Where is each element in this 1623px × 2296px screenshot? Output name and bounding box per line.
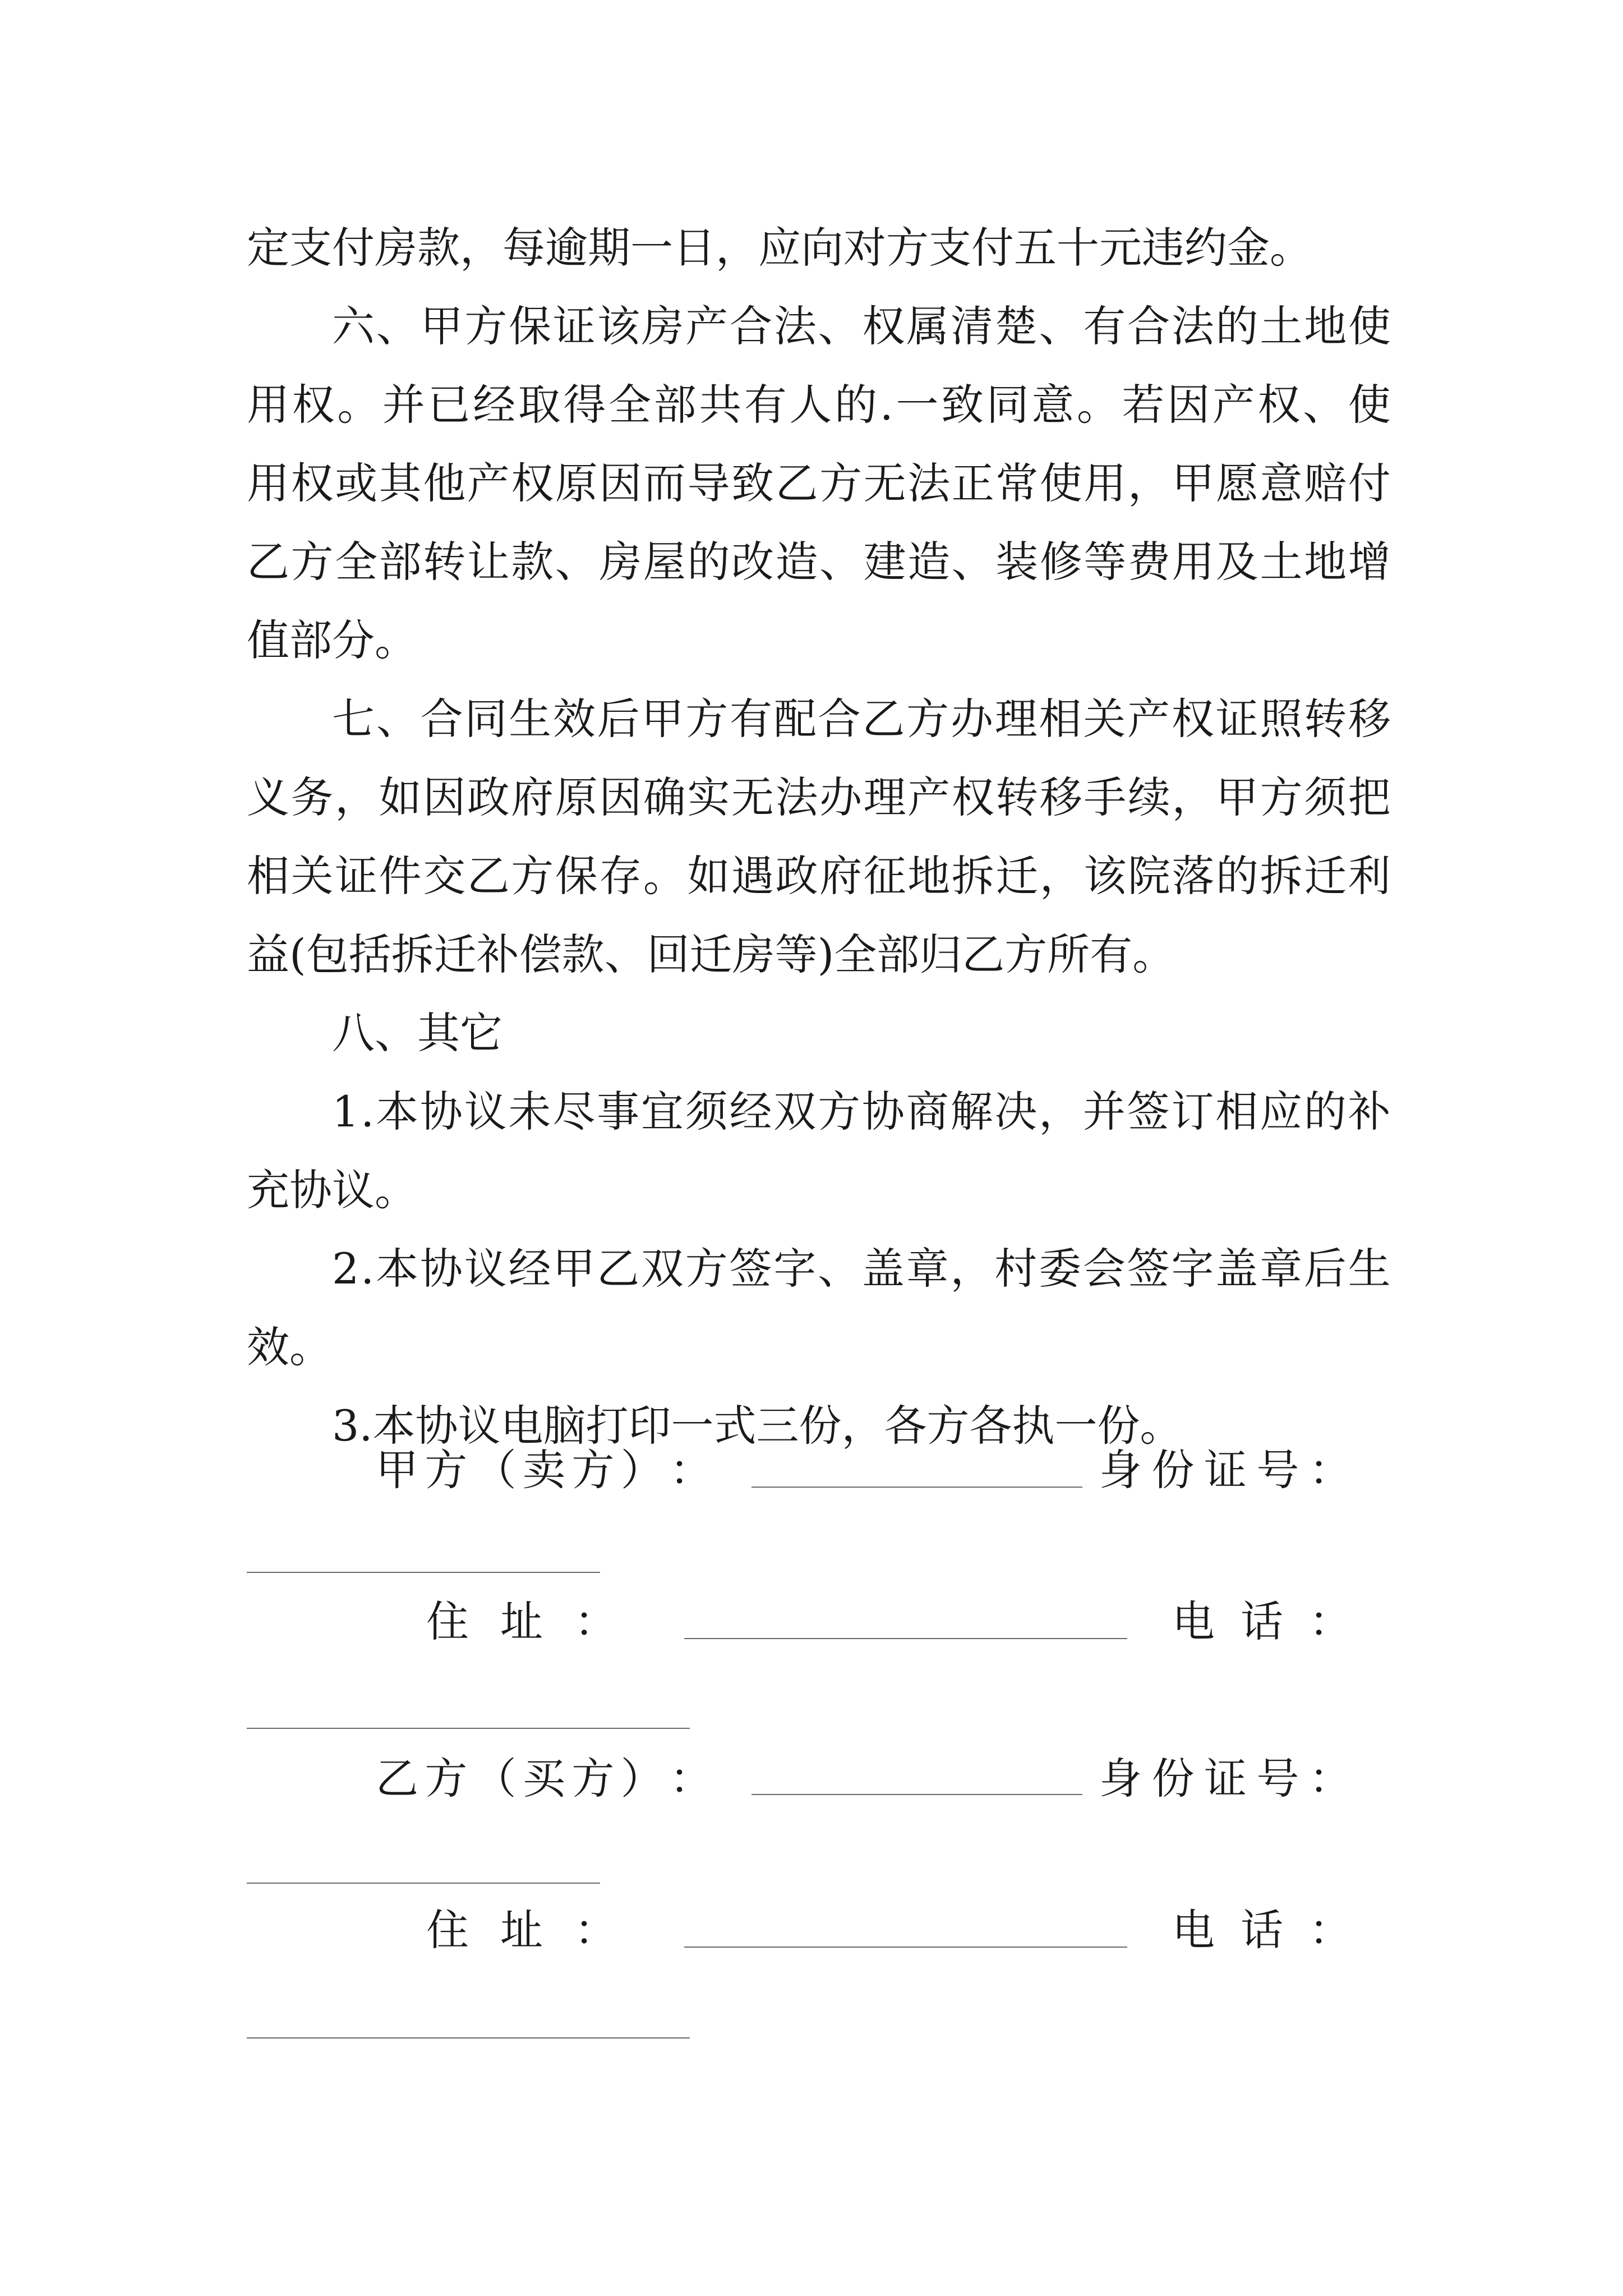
party-b-name-line[interactable]	[751, 1794, 1082, 1795]
paragraph-line: 七 、 合 同 生 效 后 甲 方 有 配 合 乙 方 办 理 相 关 产 权 证 照 转 移	[332, 694, 1391, 744]
party-a-address-line[interactable]	[684, 1638, 1127, 1639]
party-a-phone-label: 电 话 ：	[1172, 1596, 1352, 1646]
party-b-address-line[interactable]	[684, 1947, 1127, 1948]
party-b-label: 乙 方 （ 买 方 ） ：	[376, 1754, 712, 1803]
party-b-phone-label: 电 话 ：	[1172, 1905, 1352, 1955]
party-b-id-label: 身 份 证 号 ：	[1099, 1754, 1352, 1803]
paragraph-line: 用 权 或 其 他 产 权 原 因 而 导 致 乙 方 无 法 正 常 使 用 ， 甲 愿 意 赔 付	[247, 458, 1391, 508]
paragraph-line: 乙 方 全 部 转 让 款 、 房 屋 的 改 造 、 建 造 、 装 修 等 费 用 及 土 地 增	[247, 537, 1391, 587]
paragraph-line: 用 权 。 并 已 经 取 得 全 部 共 有 人 的 . 一 致 同 意 。 若 因 产 权 、 使	[247, 380, 1391, 430]
paragraph-line: 2 . 本 协 议 经 甲 乙 双 方 签 字 、 盖 章 ， 村 委 会 签 字 盖 章 后 生	[332, 1244, 1391, 1294]
paragraph-line: 义 务 ， 如 因 政 府 原 因 确 实 无 法 办 理 产 权 转 移 手 续 ， 甲 方 须 把	[247, 772, 1391, 822]
party-a-label: 甲 方 （ 卖 方 ） ：	[376, 1445, 712, 1495]
party-a-id-line[interactable]	[247, 1572, 600, 1573]
paragraph-line: 六 、 甲 方 保 证 该 房 产 合 法 、 权 属 清 楚 、 有 合 法 的 土 地 使	[332, 301, 1391, 351]
paragraph-line: 充协议。	[247, 1165, 417, 1215]
paragraph-line: 3.本协议电脑打印一式三份，各方各执一份。	[332, 1401, 1183, 1451]
party-a-phone-line[interactable]	[247, 1728, 690, 1729]
party-a-id-label: 身 份 证 号 ：	[1099, 1445, 1352, 1495]
party-a-address-label: 住 址 ：	[426, 1596, 617, 1646]
party-a-name-line[interactable]	[751, 1487, 1082, 1488]
paragraph-line: 定支付房款，每逾期一日，应向对方支付五十元违约金。	[247, 223, 1312, 273]
paragraph-line: 效。	[247, 1322, 332, 1372]
paragraph-line: 值部分。	[247, 615, 417, 665]
section-heading: 八、其它	[332, 1008, 502, 1058]
paragraph-line: 相 关 证 件 交 乙 方 保 存 。 如 遇 政 府 征 地 拆 迁 ， 该 院 落 的 拆 迁 利	[247, 851, 1391, 901]
party-b-id-line[interactable]	[247, 1883, 600, 1884]
party-b-address-label: 住 址 ：	[426, 1905, 617, 1955]
party-b-phone-line[interactable]	[247, 2037, 690, 2039]
contract-body	[247, 209, 1391, 1465]
paragraph-line: 益(包括拆迁补偿款、回迁房等)全部归乙方所有。	[247, 930, 1175, 979]
paragraph-line: 1 . 本 协 议 未 尽 事 宜 须 经 双 方 协 商 解 决 ， 并 签 订 相 应 的 补	[332, 1087, 1391, 1137]
